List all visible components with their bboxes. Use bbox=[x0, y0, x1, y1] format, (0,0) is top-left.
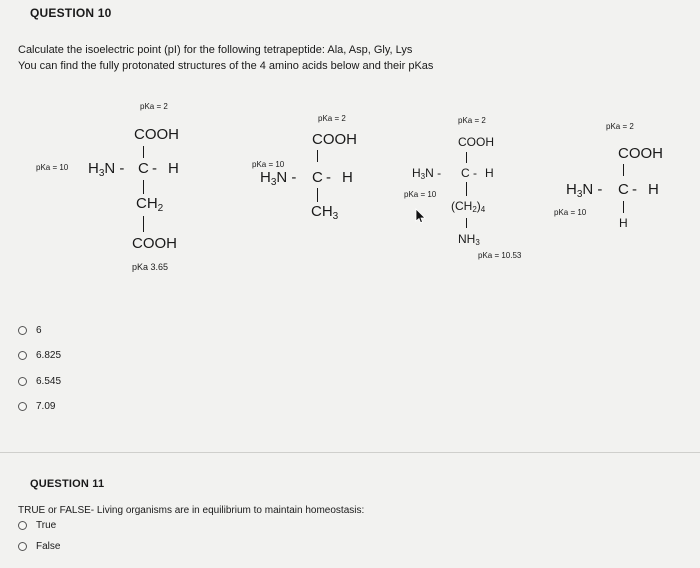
question-11-title: QUESTION 11 bbox=[30, 478, 105, 490]
asp-pka-amine: pKa = 10 bbox=[36, 163, 69, 172]
gly-side-h: H bbox=[619, 216, 628, 230]
question-10-prompt-line2: You can find the fully protonated structures of the 4 amino acids below and their pKas bbox=[18, 60, 434, 72]
ala-side-ch3: $CH_3$ bbox=[311, 203, 339, 222]
lys-side-chain: $(CH_2)_4$ bbox=[451, 199, 486, 214]
lys-amine: $H_3N$ - bbox=[412, 166, 442, 181]
q10-option-3[interactable] bbox=[18, 373, 61, 389]
asp-amine: $H_3N$ - bbox=[88, 160, 125, 179]
question-10-prompt-line1: Calculate the isoelectric point (pI) for the following tetrapeptide: Ala, Asp, Gly, Lys bbox=[18, 44, 413, 56]
q11-option-true-label: True bbox=[36, 519, 57, 531]
asp-alpha-h: H bbox=[168, 160, 179, 177]
ala-alpha-h: H bbox=[342, 169, 353, 186]
lys-bond-top bbox=[466, 152, 467, 163]
cursor-pointer-icon bbox=[414, 207, 428, 223]
q10-option-3-label: 6.545 bbox=[36, 375, 62, 387]
q10-option-2-label: 6.825 bbox=[36, 349, 62, 361]
asp-pka-side: pKa 3.65 bbox=[132, 262, 169, 272]
ala-cooh: COOH bbox=[312, 131, 357, 148]
q10-option-4-label: 7.09 bbox=[36, 400, 56, 412]
asp-bond-top bbox=[143, 146, 144, 158]
question-11-prompt: TRUE or FALSE- Living organisms are in equilibrium to maintain homeostasis: bbox=[18, 505, 365, 516]
radio-icon[interactable] bbox=[18, 351, 27, 360]
asp-pka-cooh: pKa = 2 bbox=[140, 102, 168, 111]
ala-pka-amine: pKa = 10 bbox=[252, 160, 285, 169]
asp-bond-bottom bbox=[143, 216, 144, 232]
asp-alpha-carbon: C bbox=[138, 160, 149, 177]
gly-bond-bottom bbox=[623, 201, 624, 213]
lys-pka-side: pKa = 10.53 bbox=[478, 251, 522, 260]
q10-option-1[interactable] bbox=[18, 322, 42, 338]
asp-cooh: COOH bbox=[134, 126, 179, 143]
lys-pka-cooh: pKa = 2 bbox=[458, 116, 486, 125]
gly-pka-cooh: pKa = 2 bbox=[606, 122, 634, 131]
lys-pka-amine: pKa = 10 bbox=[404, 190, 437, 199]
radio-icon[interactable] bbox=[18, 402, 27, 411]
question-divider bbox=[0, 452, 700, 453]
ala-bond-top bbox=[317, 150, 318, 162]
gly-bond-top bbox=[623, 164, 624, 176]
radio-icon[interactable] bbox=[18, 542, 27, 551]
asp-side-ch2: $CH_2$ bbox=[136, 195, 164, 214]
q10-option-4[interactable] bbox=[18, 398, 55, 414]
ala-amine: $H_3N$ - bbox=[260, 169, 297, 188]
gly-alpha-h: H bbox=[648, 181, 659, 198]
asp-side-cooh: COOH bbox=[132, 235, 177, 252]
radio-icon[interactable] bbox=[18, 521, 27, 530]
ala-bond-bottom bbox=[317, 188, 318, 202]
q11-option-false-label: False bbox=[36, 540, 61, 552]
lys-cooh: COOH bbox=[458, 135, 494, 149]
q10-option-2[interactable] bbox=[18, 347, 61, 363]
question-10-title: QUESTION 10 bbox=[30, 6, 112, 20]
gly-amine: $H_3N$ - bbox=[566, 181, 603, 200]
gly-cooh: COOH bbox=[618, 145, 663, 162]
q11-option-true[interactable] bbox=[18, 517, 56, 533]
lys-side-nh3: $NH_3$ bbox=[458, 232, 480, 247]
ala-pka-cooh: pKa = 2 bbox=[318, 114, 346, 123]
lys-bond-bottom bbox=[466, 218, 467, 228]
radio-icon[interactable] bbox=[18, 326, 27, 335]
lys-alpha-h: H bbox=[485, 166, 494, 180]
asp-bond-mid bbox=[143, 180, 144, 194]
gly-alpha-carbon: C bbox=[618, 181, 629, 198]
q11-option-false[interactable] bbox=[18, 538, 60, 554]
lys-bond-mid bbox=[466, 182, 467, 196]
ala-alpha-carbon: C bbox=[312, 169, 323, 186]
q10-option-1-label: 6 bbox=[36, 324, 42, 336]
lys-alpha-carbon: C bbox=[461, 166, 470, 180]
radio-icon[interactable] bbox=[18, 377, 27, 386]
gly-pka-amine: pKa = 10 bbox=[554, 208, 587, 217]
